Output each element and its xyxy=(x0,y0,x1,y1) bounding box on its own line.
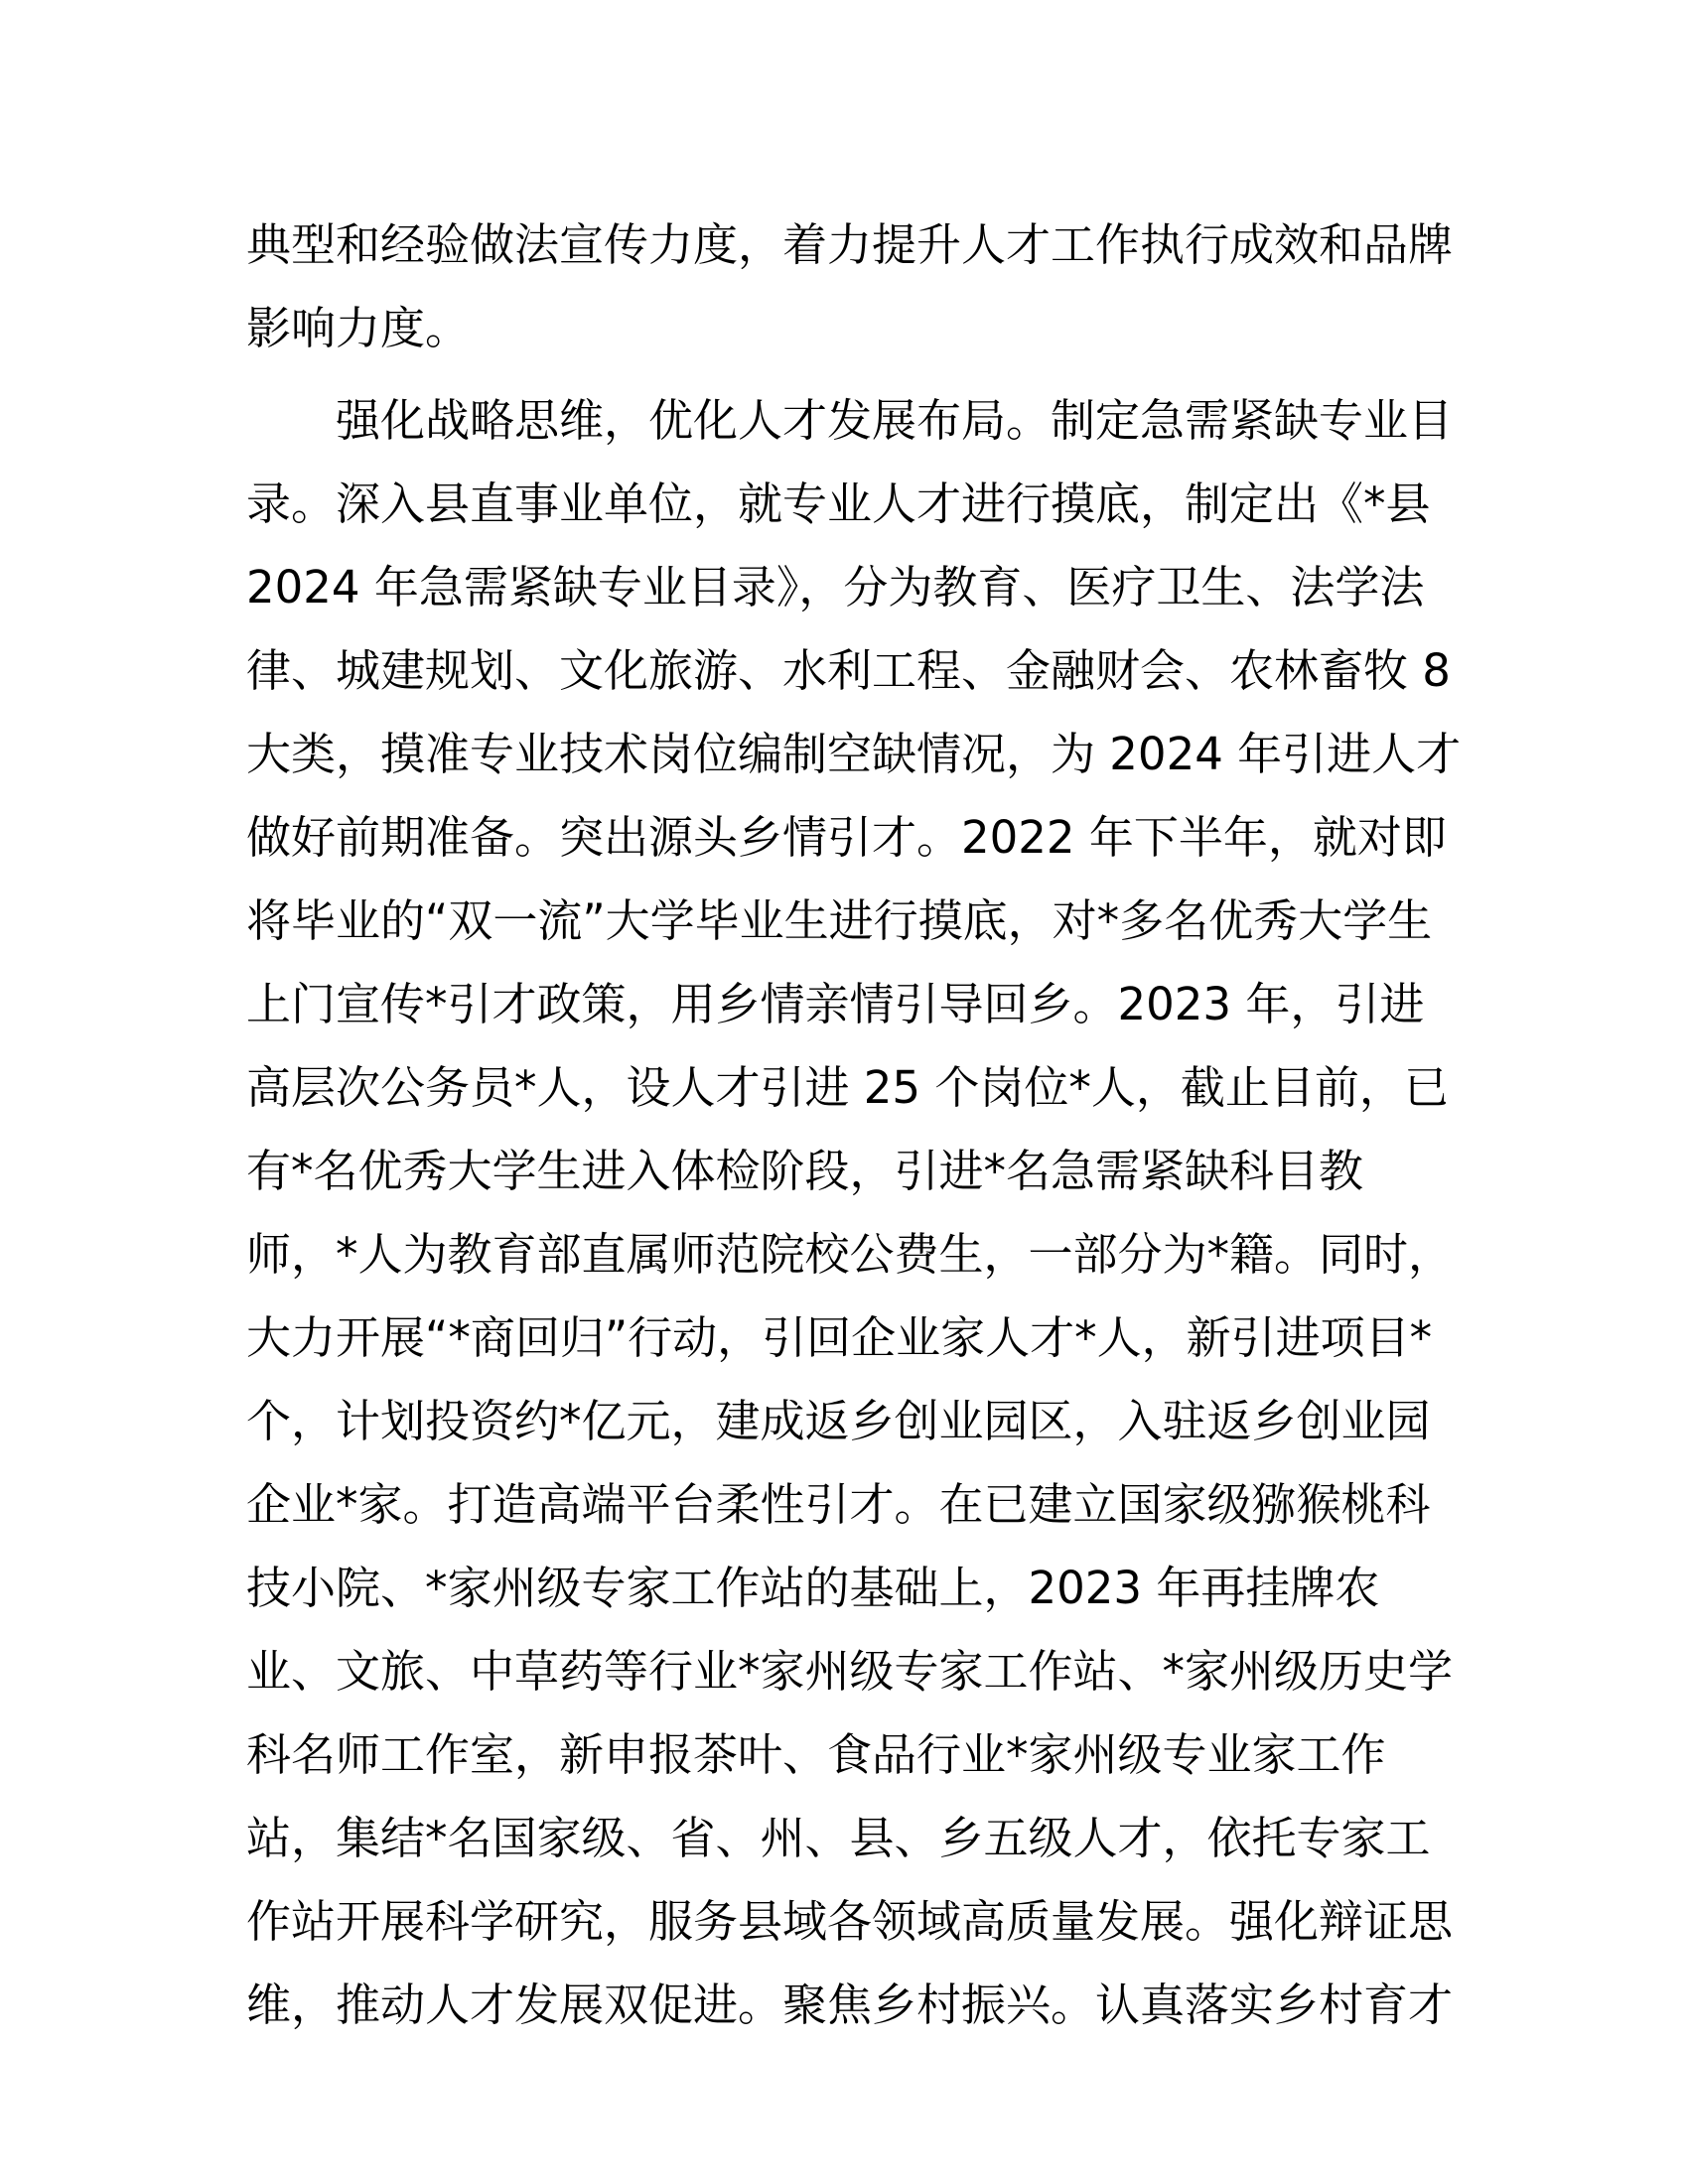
paragraph-1 xyxy=(246,204,1454,370)
text-line: 企业*家。打造高端平台柔性引才。在已建立国家级猕猴桃科 xyxy=(246,1478,1431,1531)
text-line: 科名师工作室，新申报茶叶、食品行业*家州级专业家工作 xyxy=(246,1728,1386,1781)
text-line: 业、文旅、中草药等行业*家州级专家工作站、*家州级历史学 xyxy=(246,1645,1454,1698)
text-line: 律、城建规划、文化旅游、水利工程、金融财会、农林畜牧 8 xyxy=(246,644,1451,697)
text-line: 影响力度。 xyxy=(246,302,471,354)
text-line: 大类，摸准专业技术岗位编制空缺情况，为 2024 年引进人才 xyxy=(246,728,1462,780)
text-line: 站，集结*名国家级、省、州、县、乡五级人才，依托专家工 xyxy=(246,1812,1431,1864)
text-line: 维，推动人才发展双促进。聚焦乡村振兴。认真落实乡村育才 xyxy=(246,1979,1454,2031)
paragraph-2 xyxy=(246,379,1462,2047)
text-line: 做好前期准备。突出源头乡情引才。2022 年下半年，就对即 xyxy=(246,811,1447,864)
text-line: 将毕业的“双一流”大学毕业生进行摸底，对*多名优秀大学生 xyxy=(246,894,1433,947)
text-line: 2024 年急需紧缺专业目录》，分为教育、医疗卫生、法学法 xyxy=(246,561,1425,614)
text-line: 师，*人为教育部直属师范院校公费生，一部分为*籍。同时， xyxy=(246,1228,1454,1281)
text-line: 上门宣传*引才政策，用乡情亲情引导回乡。2023 年，引进 xyxy=(246,978,1425,1030)
text-line: 大力开展“*商回归”行动，引回企业家人才*人，新引进项目* xyxy=(246,1311,1433,1364)
text-line: 高层次公务员*人，设人才引进 25 个岗位*人，截止目前，已 xyxy=(246,1061,1449,1114)
text-line: 技小院、*家州级专家工作站的基础上，2023 年再挂牌农 xyxy=(246,1562,1380,1614)
text-line: 录。深入县直事业单位，就专业人才进行摸底，制定出《*县 xyxy=(246,478,1431,530)
text-line: 强化战略思维，优化人才发展布局。制定急需紧缺专业目 xyxy=(246,394,1454,447)
text-line: 个，计划投资约*亿元，建成返乡创业园区，入驻返乡创业园 xyxy=(246,1395,1431,1447)
text-line: 典型和经验做法宣传力度，着力提升人才工作执行成效和品牌 xyxy=(246,218,1454,271)
text-line: 作站开展科学研究，服务县域各领域高质量发展。强化辩证思 xyxy=(246,1895,1454,1948)
text-line: 有*名优秀大学生进入体检阶段，引进*名急需紧缺科目教 xyxy=(246,1145,1364,1197)
